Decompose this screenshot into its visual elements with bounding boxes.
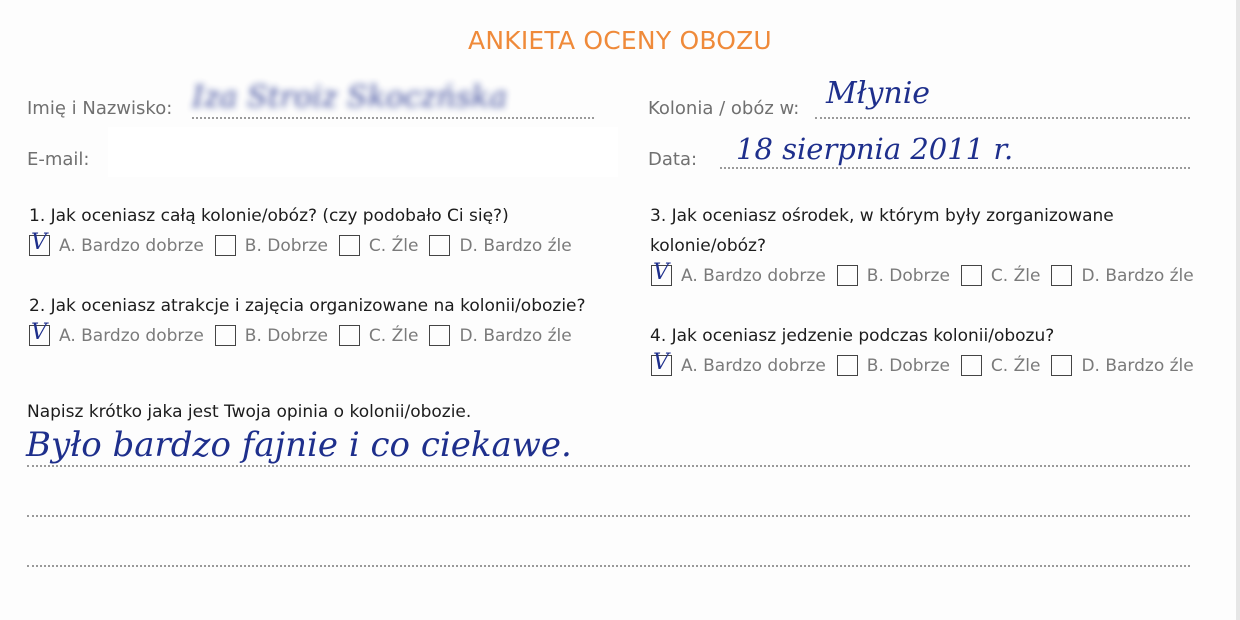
option-label: D. Bardzo źle [1081,265,1194,286]
question-3-options [651,260,1205,286]
opinion-line-2 [27,515,1190,517]
checkbox[interactable] [339,235,360,256]
checkbox[interactable] [1051,355,1072,376]
check-mark-icon: V [31,230,47,255]
email-label: E-mail: [27,149,90,170]
camp-dotted-line [815,117,1190,119]
q3-option-d[interactable] [1051,265,1193,286]
question-3-text-line2: kolonie/obóz? [650,236,766,256]
option-label: C. Źle [990,355,1041,376]
option-label: A. Bardzo dobrze [681,355,826,376]
q1-option-d[interactable] [429,235,571,256]
q4-option-d[interactable] [1051,355,1193,376]
q3-option-a[interactable] [651,260,826,286]
question-4-options [651,350,1205,376]
opinion-line-1 [27,465,1190,467]
checkbox[interactable] [837,265,858,286]
checkbox[interactable] [215,325,236,346]
checkbox[interactable] [961,355,982,376]
option-label: D. Bardzo źle [459,235,572,256]
option-label: D. Bardzo źle [1081,355,1194,376]
name-dotted-line [192,117,594,119]
check-mark-icon: V [653,260,669,285]
option-label: C. Źle [990,265,1041,286]
option-label: C. Źle [368,325,419,346]
checkbox[interactable] [651,260,672,286]
q2-option-c[interactable] [339,325,419,346]
option-label: B. Dobrze [866,355,950,376]
question-1-text: 1. Jak oceniasz całą kolonie/obóz? (czy podobało Ci się?) [29,206,509,226]
q1-option-a[interactable] [29,230,204,256]
camp-handwritten-value[interactable]: Młynie [826,76,931,111]
option-label: D. Bardzo źle [459,325,572,346]
q2-option-a[interactable] [29,320,204,346]
q3-option-c[interactable] [961,265,1041,286]
checkbox[interactable] [215,235,236,256]
name-handwritten-value[interactable]: Iza Stroiz Skoczńska [192,80,508,115]
q2-option-d[interactable] [429,325,571,346]
form-title: ANKIETA OCENY OBOZU [468,26,772,55]
option-label: A. Bardzo dobrze [59,325,204,346]
checkbox[interactable] [429,325,450,346]
checkbox[interactable] [1051,265,1072,286]
checkbox[interactable] [837,355,858,376]
option-label: A. Bardzo dobrze [59,235,204,256]
q1-option-b[interactable] [215,235,328,256]
q3-option-b[interactable] [837,265,950,286]
camp-label: Kolonia / obóz w: [648,98,800,119]
checkbox[interactable] [29,230,50,256]
checkbox[interactable] [961,265,982,286]
checkbox[interactable] [651,350,672,376]
date-dotted-line [720,167,1190,169]
check-mark-icon: V [31,320,47,345]
email-redacted-field[interactable] [108,127,618,177]
option-label: B. Dobrze [244,325,328,346]
option-label: C. Źle [368,235,419,256]
checkbox[interactable] [339,325,360,346]
date-label: Data: [648,149,698,170]
checkbox[interactable] [429,235,450,256]
question-2-options [29,320,583,346]
check-mark-icon: V [653,350,669,375]
question-2-text: 2. Jak oceniasz atrakcje i zajęcia organizowane na kolonii/obozie? [29,296,586,316]
date-handwritten-value[interactable]: 18 sierpnia 2011 r. [736,132,1014,166]
name-label: Imię i Nazwisko: [27,98,173,119]
q1-option-c[interactable] [339,235,419,256]
option-label: A. Bardzo dobrze [681,265,826,286]
opinion-handwritten-value[interactable]: Było bardzo fajnie i co ciekawe. [26,425,572,465]
q4-option-b[interactable] [837,355,950,376]
q4-option-a[interactable] [651,350,826,376]
q2-option-b[interactable] [215,325,328,346]
checkbox[interactable] [29,320,50,346]
question-4-text: 4. Jak oceniasz jedzenie podczas kolonii/obozu? [650,326,1055,346]
option-label: B. Dobrze [244,235,328,256]
q4-option-c[interactable] [961,355,1041,376]
paper-edge [1236,0,1240,620]
option-label: B. Dobrze [866,265,950,286]
question-1-options [29,230,583,256]
question-3-text-line1: 3. Jak oceniasz ośrodek, w którym były zorganizowane [650,206,1114,226]
opinion-label: Napisz krótko jaka jest Twoja opinia o kolonii/obozie. [27,402,472,422]
opinion-line-3 [27,565,1190,567]
